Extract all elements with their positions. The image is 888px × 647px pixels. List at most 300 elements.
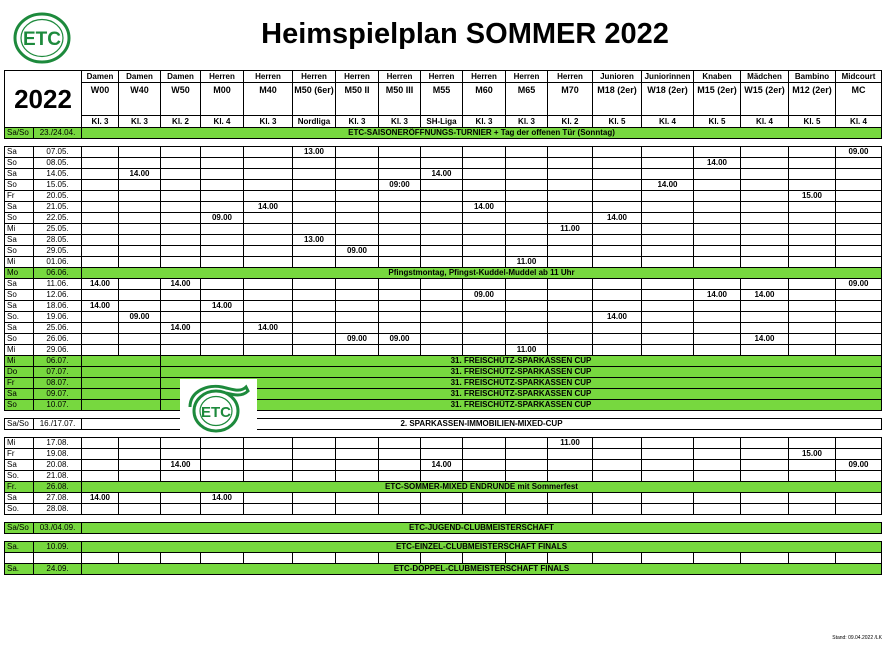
empty-cell xyxy=(379,460,421,471)
game-time: 09:00 xyxy=(379,180,421,191)
empty-cell xyxy=(82,147,119,158)
empty-cell xyxy=(244,246,293,257)
empty-cell xyxy=(506,312,548,323)
empty-cell xyxy=(694,213,741,224)
empty-cell xyxy=(694,235,741,246)
row-day: Sa/So xyxy=(5,419,34,430)
empty-cell xyxy=(694,438,741,449)
empty-cell xyxy=(201,147,244,158)
empty-cell xyxy=(161,449,201,460)
spacer-row xyxy=(5,534,882,542)
empty-cell xyxy=(463,213,506,224)
row-date: 14.05. xyxy=(34,169,82,180)
game-row xyxy=(5,235,882,246)
empty-cell xyxy=(421,471,463,482)
empty-cell xyxy=(336,345,379,356)
empty-cell xyxy=(463,235,506,246)
empty-cell xyxy=(119,235,161,246)
empty-cell xyxy=(593,493,642,504)
empty-cell xyxy=(82,471,119,482)
game-time: 11.00 xyxy=(506,345,548,356)
empty-cell xyxy=(82,504,119,515)
empty-cell xyxy=(642,290,694,301)
schedule-table xyxy=(4,70,882,575)
empty-cell xyxy=(642,158,694,169)
empty-cell xyxy=(506,147,548,158)
empty-cell xyxy=(421,504,463,515)
empty-cell xyxy=(119,460,161,471)
empty-cell xyxy=(293,334,336,345)
empty-cell xyxy=(741,323,789,334)
row-day: Sa xyxy=(5,323,34,334)
empty-cell xyxy=(201,279,244,290)
empty-cell xyxy=(119,438,161,449)
column-category: Herren xyxy=(463,71,506,83)
empty-cell xyxy=(548,235,593,246)
row-day: So xyxy=(5,290,34,301)
empty-cell xyxy=(642,191,694,202)
event-row xyxy=(5,268,882,279)
game-row xyxy=(5,345,882,356)
empty-cell xyxy=(593,169,642,180)
empty-cell xyxy=(593,449,642,460)
empty-cell xyxy=(463,449,506,460)
empty-cell xyxy=(836,438,882,449)
empty-cell xyxy=(421,191,463,202)
row-date: 09.07. xyxy=(34,389,82,400)
row-date: 22.05. xyxy=(34,213,82,224)
empty-cell xyxy=(741,504,789,515)
empty-cell xyxy=(548,213,593,224)
game-time: 09.00 xyxy=(336,334,379,345)
empty-cell xyxy=(244,191,293,202)
empty-cell xyxy=(836,301,882,312)
game-row xyxy=(5,449,882,460)
empty-cell xyxy=(119,202,161,213)
empty-cell xyxy=(789,345,836,356)
empty-cell xyxy=(293,312,336,323)
empty-cell xyxy=(161,301,201,312)
empty-cell xyxy=(506,202,548,213)
row-day: Sa xyxy=(5,279,34,290)
game-row xyxy=(5,460,882,471)
empty-cell xyxy=(379,290,421,301)
empty-cell xyxy=(836,224,882,235)
empty-cell xyxy=(463,147,506,158)
empty-cell xyxy=(741,460,789,471)
empty-cell xyxy=(836,345,882,356)
empty-cell xyxy=(593,345,642,356)
event-text: ETC-DOPPEL-CLUBMEISTERSCHAFT FINALS xyxy=(82,564,882,575)
column-klasse: Kl. 3 xyxy=(244,116,293,128)
empty-cell xyxy=(201,180,244,191)
empty-cell xyxy=(741,235,789,246)
game-row xyxy=(5,504,882,515)
empty-cell xyxy=(741,301,789,312)
row-date: 20.08. xyxy=(34,460,82,471)
row-day: Do xyxy=(5,367,34,378)
empty-cell xyxy=(119,191,161,202)
empty-cell xyxy=(421,180,463,191)
empty-cell xyxy=(694,246,741,257)
game-time: 14.00 xyxy=(694,290,741,301)
row-date: 19.08. xyxy=(34,449,82,460)
empty-cell xyxy=(789,158,836,169)
empty-cell xyxy=(789,290,836,301)
empty-cell xyxy=(201,312,244,323)
empty-cell xyxy=(694,449,741,460)
empty-cell xyxy=(161,290,201,301)
empty-cell xyxy=(548,493,593,504)
empty-cell xyxy=(694,323,741,334)
game-time: 14.00 xyxy=(161,323,201,334)
row-day: Sa xyxy=(5,493,34,504)
game-time: 14.00 xyxy=(694,158,741,169)
empty-cell xyxy=(593,147,642,158)
column-category: Damen xyxy=(119,71,161,83)
empty-cell xyxy=(741,471,789,482)
empty-cell xyxy=(421,493,463,504)
empty-cell xyxy=(789,279,836,290)
row-day: Mi xyxy=(5,345,34,356)
empty-cell xyxy=(119,257,161,268)
empty-cell xyxy=(548,471,593,482)
empty-cell xyxy=(789,301,836,312)
row-day: Sa/So xyxy=(5,523,34,534)
empty-cell xyxy=(379,246,421,257)
empty-cell xyxy=(836,257,882,268)
column-klasse: SH-Liga xyxy=(421,116,463,128)
empty-cell xyxy=(836,191,882,202)
empty-cell xyxy=(244,290,293,301)
game-time: 14.00 xyxy=(244,202,293,213)
empty-cell xyxy=(244,213,293,224)
empty-cell xyxy=(836,334,882,345)
empty-cell xyxy=(119,290,161,301)
empty-cell xyxy=(244,345,293,356)
game-row xyxy=(5,301,882,312)
event-row xyxy=(5,523,882,534)
event-row xyxy=(5,542,882,553)
row-date: 24.09. xyxy=(34,564,82,575)
event-text: ETC-SOMMER-MIXED ENDRUNDE mit Sommerfest xyxy=(82,482,882,493)
empty-cell xyxy=(201,257,244,268)
empty-cell xyxy=(161,213,201,224)
empty-cell xyxy=(789,334,836,345)
empty-cell xyxy=(548,460,593,471)
column-category: Herren xyxy=(506,71,548,83)
game-time: 14.00 xyxy=(161,460,201,471)
empty-cell xyxy=(642,504,694,515)
empty-cell xyxy=(694,471,741,482)
empty-cell xyxy=(463,158,506,169)
header-klasse-row xyxy=(5,116,882,128)
empty-cell xyxy=(82,257,119,268)
page-title: Heimspielplan SOMMER 2022 xyxy=(261,18,669,50)
empty-cell xyxy=(741,158,789,169)
row-day: Sa. xyxy=(5,542,34,553)
empty-cell xyxy=(642,169,694,180)
empty-cell xyxy=(642,301,694,312)
game-time: 11.00 xyxy=(548,224,593,235)
empty-cell xyxy=(336,493,379,504)
empty-cell xyxy=(548,158,593,169)
row-date: 08.05. xyxy=(34,158,82,169)
empty-cell xyxy=(293,169,336,180)
empty-cell xyxy=(336,180,379,191)
empty-cell xyxy=(463,191,506,202)
game-row xyxy=(5,493,882,504)
event-row xyxy=(5,419,882,430)
column-klasse: Kl. 3 xyxy=(379,116,421,128)
empty-cell xyxy=(201,169,244,180)
svg-text:ETC: ETC xyxy=(23,29,61,50)
empty-cell xyxy=(421,257,463,268)
row-date: 29.05. xyxy=(34,246,82,257)
empty-cell xyxy=(836,504,882,515)
column-klasse: Kl. 2 xyxy=(161,116,201,128)
empty-cell xyxy=(244,147,293,158)
empty-cell xyxy=(336,438,379,449)
cup-row xyxy=(5,356,882,367)
empty-cell xyxy=(642,279,694,290)
empty-cell xyxy=(244,460,293,471)
column-team: M40 xyxy=(244,83,293,116)
empty-cell xyxy=(201,438,244,449)
column-klasse: Kl. 3 xyxy=(336,116,379,128)
empty-cell xyxy=(548,301,593,312)
empty-cell xyxy=(506,449,548,460)
empty-cell xyxy=(82,180,119,191)
game-row xyxy=(5,312,882,323)
column-category: Herren xyxy=(548,71,593,83)
row-day: Sa/So xyxy=(5,128,34,139)
empty-cell xyxy=(642,471,694,482)
row-date: 28.08. xyxy=(34,504,82,515)
empty-cell xyxy=(463,504,506,515)
empty-cell xyxy=(593,334,642,345)
empty-cell xyxy=(379,438,421,449)
empty-cell xyxy=(161,493,201,504)
row-date: 07.07. xyxy=(34,367,82,378)
empty-cell xyxy=(506,169,548,180)
empty-cell xyxy=(642,257,694,268)
column-klasse: Kl. 5 xyxy=(593,116,642,128)
column-klasse: Kl. 4 xyxy=(741,116,789,128)
event-text: 2. SPARKASSEN-IMMOBILIEN-MIXED-CUP xyxy=(82,419,882,430)
empty-cell xyxy=(82,158,119,169)
empty-cell xyxy=(379,279,421,290)
column-klasse: Kl. 3 xyxy=(119,116,161,128)
game-row xyxy=(5,224,882,235)
empty-cell xyxy=(336,460,379,471)
row-day: So xyxy=(5,400,34,411)
empty-cell xyxy=(161,180,201,191)
empty-cell xyxy=(293,257,336,268)
empty-cell xyxy=(789,246,836,257)
empty-cell xyxy=(789,147,836,158)
empty-cell xyxy=(694,493,741,504)
empty-cell xyxy=(336,158,379,169)
empty-cell xyxy=(421,449,463,460)
empty-cell xyxy=(789,224,836,235)
empty-cell xyxy=(82,449,119,460)
empty-cell xyxy=(741,438,789,449)
empty-cell xyxy=(694,202,741,213)
empty-cell xyxy=(201,345,244,356)
empty-cell xyxy=(82,213,119,224)
column-category: Herren xyxy=(201,71,244,83)
empty-cell xyxy=(593,301,642,312)
empty-cell xyxy=(506,301,548,312)
empty-cell xyxy=(506,235,548,246)
empty-cell xyxy=(244,471,293,482)
game-time: 14.00 xyxy=(201,493,244,504)
row-date: 29.06. xyxy=(34,345,82,356)
column-category: Herren xyxy=(336,71,379,83)
empty-cell xyxy=(201,290,244,301)
empty-cell xyxy=(82,224,119,235)
empty-cell xyxy=(161,202,201,213)
empty-cell xyxy=(201,158,244,169)
row-date: 20.05. xyxy=(34,191,82,202)
empty-cell xyxy=(548,504,593,515)
event-text: ETC-SAISONERÖFFNUNGS-TURNIER + Tag der offenen Tür (Sonntag) xyxy=(82,128,882,139)
empty-cell xyxy=(421,312,463,323)
row-date: 06.06. xyxy=(34,268,82,279)
empty-cell xyxy=(201,471,244,482)
empty-cell xyxy=(506,213,548,224)
empty-cell xyxy=(379,471,421,482)
game-time: 14.00 xyxy=(741,334,789,345)
empty-cell xyxy=(119,323,161,334)
empty-cell xyxy=(789,169,836,180)
empty-cell xyxy=(161,246,201,257)
event-text: ETC-JUGEND-CLUBMEISTERSCHAFT xyxy=(82,523,882,534)
empty-cell xyxy=(161,147,201,158)
empty-cell xyxy=(642,345,694,356)
empty-cell xyxy=(293,471,336,482)
game-time: 14.00 xyxy=(642,180,694,191)
empty-cell xyxy=(593,224,642,235)
empty-cell xyxy=(694,334,741,345)
empty-cell xyxy=(336,257,379,268)
svg-text:ETC: ETC xyxy=(201,404,231,421)
empty-cell xyxy=(836,213,882,224)
game-row xyxy=(5,158,882,169)
empty-cell xyxy=(161,312,201,323)
empty-cell xyxy=(244,169,293,180)
empty-cell xyxy=(119,224,161,235)
column-klasse: Nordliga xyxy=(293,116,336,128)
empty-cell xyxy=(119,147,161,158)
row-day: So. xyxy=(5,471,34,482)
empty-cell xyxy=(789,493,836,504)
empty-cell xyxy=(293,301,336,312)
column-team: W15 (2er) xyxy=(741,83,789,116)
column-category: Herren xyxy=(379,71,421,83)
row-date: 23./24.04. xyxy=(34,128,82,139)
empty-cell xyxy=(336,449,379,460)
empty-cell xyxy=(336,312,379,323)
empty-cell xyxy=(82,438,119,449)
empty-cell xyxy=(244,504,293,515)
empty-cell xyxy=(694,147,741,158)
empty-cell xyxy=(421,235,463,246)
column-team: M18 (2er) xyxy=(593,83,642,116)
row-date: 27.08. xyxy=(34,493,82,504)
empty-cell xyxy=(789,438,836,449)
empty-cell xyxy=(379,449,421,460)
empty-cell xyxy=(642,449,694,460)
empty-cell xyxy=(119,279,161,290)
empty-cell xyxy=(119,213,161,224)
empty-cell xyxy=(789,213,836,224)
empty-cell xyxy=(741,312,789,323)
empty-cell xyxy=(119,180,161,191)
empty-cell xyxy=(244,438,293,449)
event-text: Pfingstmontag, Pfingst-Kuddel-Muddel ab 11 Uhr xyxy=(82,268,882,279)
empty-cell xyxy=(293,191,336,202)
empty-cell xyxy=(244,312,293,323)
row-day: So. xyxy=(5,312,34,323)
empty-cell xyxy=(789,504,836,515)
empty-cell xyxy=(694,224,741,235)
row-day: Mi xyxy=(5,438,34,449)
empty-cell xyxy=(82,246,119,257)
empty-cell xyxy=(161,158,201,169)
game-time: 09.00 xyxy=(119,312,161,323)
column-team: M60 xyxy=(463,83,506,116)
empty-cell xyxy=(741,147,789,158)
empty-cell xyxy=(82,312,119,323)
empty-cell xyxy=(593,279,642,290)
row-date: 18.06. xyxy=(34,301,82,312)
empty-cell xyxy=(201,202,244,213)
game-time: 14.00 xyxy=(82,279,119,290)
event-text: 31. FREISCHÜTZ-SPARKASSEN CUP xyxy=(161,378,882,389)
empty-cell xyxy=(642,147,694,158)
empty-cell xyxy=(593,158,642,169)
game-row xyxy=(5,191,882,202)
empty-cell xyxy=(642,224,694,235)
row-date: 21.08. xyxy=(34,471,82,482)
empty-cell xyxy=(379,147,421,158)
game-row xyxy=(5,438,882,449)
empty-cell xyxy=(548,257,593,268)
empty-cell xyxy=(642,323,694,334)
empty-cell xyxy=(741,202,789,213)
empty-cell xyxy=(82,202,119,213)
event-text: 31. FREISCHÜTZ-SPARKASSEN CUP xyxy=(161,400,882,411)
empty-cell xyxy=(293,504,336,515)
empty-cell xyxy=(293,449,336,460)
empty-cell xyxy=(379,202,421,213)
empty-cell xyxy=(293,323,336,334)
empty-cell xyxy=(421,438,463,449)
row-date: 11.06. xyxy=(34,279,82,290)
game-row xyxy=(5,257,882,268)
column-category: Midcourt xyxy=(836,71,882,83)
empty-cell xyxy=(379,345,421,356)
empty-cell xyxy=(161,224,201,235)
empty-cell xyxy=(506,158,548,169)
empty-cell xyxy=(506,224,548,235)
column-team: M50 III xyxy=(379,83,421,116)
empty-cell xyxy=(244,235,293,246)
empty-cell xyxy=(336,504,379,515)
empty-cell xyxy=(463,180,506,191)
